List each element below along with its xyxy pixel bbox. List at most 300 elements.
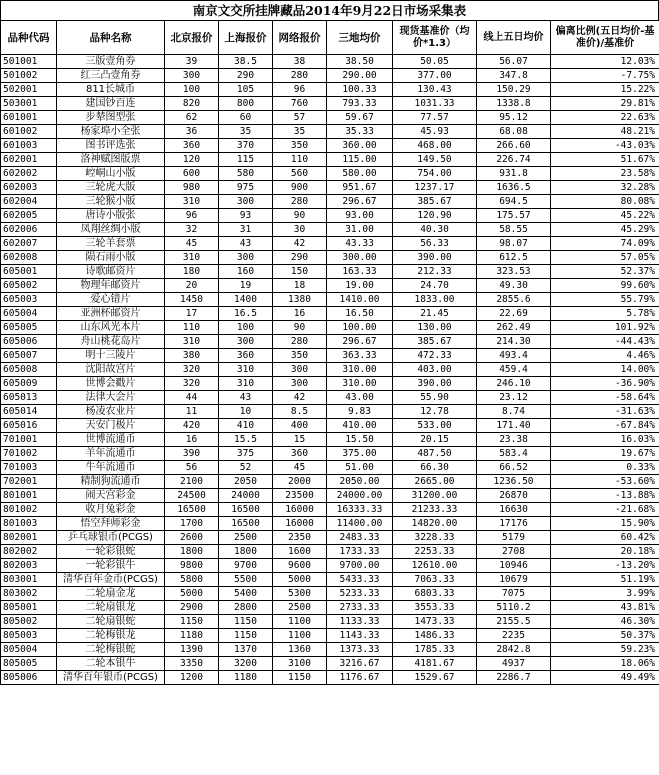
cell-shanghai: 10	[219, 405, 273, 419]
header-five-day-avg: 线上五日均价	[477, 21, 551, 55]
cell-code: 605001	[1, 265, 57, 279]
cell-base-price: 6803.33	[393, 587, 477, 601]
cell-average: 290.00	[327, 69, 393, 83]
cell-name: 乒乓球银币(PCGS)	[57, 531, 165, 545]
cell-shanghai: 360	[219, 349, 273, 363]
cell-shanghai: 1370	[219, 643, 273, 657]
cell-base-price: 55.90	[393, 391, 477, 405]
cell-beijing: 16500	[165, 503, 219, 517]
table-row	[1, 321, 659, 335]
cell-name: 清华百年银币(PCGS)	[57, 671, 165, 685]
cell-beijing: 300	[165, 69, 219, 83]
cell-deviation: 51.19%	[551, 573, 659, 587]
table-row	[1, 265, 659, 279]
cell-beijing: 5800	[165, 573, 219, 587]
cell-five-day-avg: 7075	[477, 587, 551, 601]
cell-five-day-avg: 266.60	[477, 139, 551, 153]
cell-shanghai: 1800	[219, 545, 273, 559]
cell-beijing: 310	[165, 195, 219, 209]
cell-deviation: 23.58%	[551, 167, 659, 181]
cell-average: 5433.33	[327, 573, 393, 587]
cell-five-day-avg: 49.30	[477, 279, 551, 293]
cell-online: 9600	[273, 559, 327, 573]
cell-deviation: 43.81%	[551, 601, 659, 615]
cell-beijing: 1150	[165, 615, 219, 629]
cell-online: 90	[273, 209, 327, 223]
cell-average: 300.00	[327, 251, 393, 265]
cell-base-price: 754.00	[393, 167, 477, 181]
table-row	[1, 657, 659, 671]
cell-deviation: 5.78%	[551, 307, 659, 321]
cell-deviation: 45.22%	[551, 209, 659, 223]
cell-deviation: 60.42%	[551, 531, 659, 545]
cell-five-day-avg: 694.5	[477, 195, 551, 209]
cell-code: 605007	[1, 349, 57, 363]
cell-shanghai: 16500	[219, 517, 273, 531]
cell-name: 二轮梅银龙	[57, 629, 165, 643]
cell-deviation: -43.03%	[551, 139, 659, 153]
cell-shanghai: 160	[219, 265, 273, 279]
cell-average: 363.33	[327, 349, 393, 363]
cell-average: 951.67	[327, 181, 393, 195]
cell-name: 法律大会片	[57, 391, 165, 405]
table-row	[1, 643, 659, 657]
cell-average: 2483.33	[327, 531, 393, 545]
cell-shanghai: 9700	[219, 559, 273, 573]
cell-five-day-avg: 95.12	[477, 111, 551, 125]
cell-base-price: 3228.33	[393, 531, 477, 545]
cell-name: 陨石雨小版	[57, 251, 165, 265]
cell-name: 牛年流通币	[57, 461, 165, 475]
cell-average: 38.50	[327, 55, 393, 69]
cell-average: 16333.33	[327, 503, 393, 517]
cell-beijing: 360	[165, 139, 219, 153]
cell-beijing: 180	[165, 265, 219, 279]
header-online: 网络报价	[273, 21, 327, 55]
cell-five-day-avg: 2155.5	[477, 615, 551, 629]
cell-online: 300	[273, 363, 327, 377]
cell-shanghai: 975	[219, 181, 273, 195]
table-row	[1, 237, 659, 251]
cell-code: 602002	[1, 167, 57, 181]
cell-shanghai: 24000	[219, 489, 273, 503]
cell-deviation: -53.60%	[551, 475, 659, 489]
cell-base-price: 1529.67	[393, 671, 477, 685]
cell-online: 1150	[273, 671, 327, 685]
cell-deviation: 48.21%	[551, 125, 659, 139]
cell-online: 38	[273, 55, 327, 69]
header-shanghai: 上海报价	[219, 21, 273, 55]
cell-name: 物理年邮资片	[57, 279, 165, 293]
cell-name: 沈阳故宫片	[57, 363, 165, 377]
cell-average: 1373.33	[327, 643, 393, 657]
cell-online: 16000	[273, 517, 327, 531]
cell-online: 2000	[273, 475, 327, 489]
cell-base-price: 1031.33	[393, 97, 477, 111]
cell-online: 15	[273, 433, 327, 447]
cell-shanghai: 2500	[219, 531, 273, 545]
cell-average: 2050.00	[327, 475, 393, 489]
cell-shanghai: 38.5	[219, 55, 273, 69]
cell-name: 三轮羊套票	[57, 237, 165, 251]
header-average: 三地均价	[327, 21, 393, 55]
table-row	[1, 419, 659, 433]
cell-five-day-avg: 23.12	[477, 391, 551, 405]
cell-deviation: 46.30%	[551, 615, 659, 629]
cell-beijing: 39	[165, 55, 219, 69]
cell-online: 280	[273, 195, 327, 209]
cell-code: 602005	[1, 209, 57, 223]
cell-deviation: -7.75%	[551, 69, 659, 83]
table-row	[1, 391, 659, 405]
cell-beijing: 56	[165, 461, 219, 475]
cell-name: 崆峒山小版	[57, 167, 165, 181]
cell-shanghai: 43	[219, 391, 273, 405]
cell-online: 300	[273, 377, 327, 391]
cell-code: 805001	[1, 601, 57, 615]
cell-base-price: 7063.33	[393, 573, 477, 587]
cell-deviation: 3.99%	[551, 587, 659, 601]
cell-average: 1176.67	[327, 671, 393, 685]
cell-base-price: 130.43	[393, 83, 477, 97]
cell-name: 凤翔丝绸小版	[57, 223, 165, 237]
cell-five-day-avg: 493.4	[477, 349, 551, 363]
cell-online: 1360	[273, 643, 327, 657]
cell-beijing: 110	[165, 321, 219, 335]
cell-beijing: 2600	[165, 531, 219, 545]
cell-five-day-avg: 2708	[477, 545, 551, 559]
cell-online: 16000	[273, 503, 327, 517]
cell-beijing: 44	[165, 391, 219, 405]
cell-beijing: 310	[165, 251, 219, 265]
cell-beijing: 1180	[165, 629, 219, 643]
cell-deviation: -13.20%	[551, 559, 659, 573]
header-beijing: 北京报价	[165, 21, 219, 55]
table-row	[1, 153, 659, 167]
cell-online: 760	[273, 97, 327, 111]
cell-average: 296.67	[327, 335, 393, 349]
cell-code: 701003	[1, 461, 57, 475]
cell-base-price: 12.78	[393, 405, 477, 419]
cell-shanghai: 31	[219, 223, 273, 237]
cell-online: 42	[273, 391, 327, 405]
table-row	[1, 209, 659, 223]
table-row	[1, 125, 659, 139]
cell-deviation: 29.81%	[551, 97, 659, 111]
cell-shanghai: 300	[219, 251, 273, 265]
cell-base-price: 3553.33	[393, 601, 477, 615]
cell-average: 410.00	[327, 419, 393, 433]
cell-shanghai: 105	[219, 83, 273, 97]
table-row	[1, 601, 659, 615]
table-title: 南京文交所挂牌藏品2014年9月22日市场采集表	[0, 0, 659, 20]
cell-base-price: 149.50	[393, 153, 477, 167]
cell-five-day-avg: 262.49	[477, 321, 551, 335]
market-table	[0, 20, 659, 685]
cell-shanghai: 115	[219, 153, 273, 167]
cell-five-day-avg: 5179	[477, 531, 551, 545]
cell-code: 601003	[1, 139, 57, 153]
table-row	[1, 363, 659, 377]
cell-name: 建国钞百连	[57, 97, 165, 111]
cell-average: 3216.67	[327, 657, 393, 671]
cell-five-day-avg: 8.74	[477, 405, 551, 419]
cell-code: 601001	[1, 111, 57, 125]
cell-base-price: 390.00	[393, 377, 477, 391]
cell-name: 二轮梅银蛇	[57, 643, 165, 657]
cell-name: 明十三陵片	[57, 349, 165, 363]
table-row	[1, 517, 659, 531]
cell-deviation: 20.18%	[551, 545, 659, 559]
cell-five-day-avg: 931.8	[477, 167, 551, 181]
cell-five-day-avg: 1236.50	[477, 475, 551, 489]
table-row	[1, 111, 659, 125]
cell-name: 二轮扇银龙	[57, 601, 165, 615]
cell-five-day-avg: 226.74	[477, 153, 551, 167]
cell-five-day-avg: 23.38	[477, 433, 551, 447]
cell-code: 602008	[1, 251, 57, 265]
cell-base-price: 385.67	[393, 195, 477, 209]
cell-name: 三版壹角券	[57, 55, 165, 69]
table-row	[1, 447, 659, 461]
header-row	[1, 21, 659, 55]
cell-code: 501001	[1, 55, 57, 69]
cell-code: 801001	[1, 489, 57, 503]
cell-online: 1600	[273, 545, 327, 559]
cell-name: 山东风光本片	[57, 321, 165, 335]
cell-code: 605009	[1, 377, 57, 391]
cell-code: 602003	[1, 181, 57, 195]
cell-base-price: 56.33	[393, 237, 477, 251]
cell-base-price: 66.30	[393, 461, 477, 475]
cell-code: 605002	[1, 279, 57, 293]
cell-five-day-avg: 2235	[477, 629, 551, 643]
cell-five-day-avg: 26870	[477, 489, 551, 503]
cell-online: 290	[273, 251, 327, 265]
cell-code: 805006	[1, 671, 57, 685]
cell-beijing: 1200	[165, 671, 219, 685]
cell-five-day-avg: 98.07	[477, 237, 551, 251]
cell-base-price: 390.00	[393, 251, 477, 265]
cell-code: 803002	[1, 587, 57, 601]
cell-name: 811长城币	[57, 83, 165, 97]
cell-average: 2733.33	[327, 601, 393, 615]
cell-online: 5000	[273, 573, 327, 587]
cell-online: 5300	[273, 587, 327, 601]
cell-name: 二轮本银牛	[57, 657, 165, 671]
cell-code: 602006	[1, 223, 57, 237]
cell-code: 605014	[1, 405, 57, 419]
cell-name: 红三凸壹角券	[57, 69, 165, 83]
cell-shanghai: 1150	[219, 615, 273, 629]
cell-shanghai: 1180	[219, 671, 273, 685]
cell-base-price: 472.33	[393, 349, 477, 363]
table-row	[1, 615, 659, 629]
cell-online: 2350	[273, 531, 327, 545]
cell-five-day-avg: 58.55	[477, 223, 551, 237]
cell-shanghai: 16.5	[219, 307, 273, 321]
cell-code: 605016	[1, 419, 57, 433]
cell-name: 爱心错片	[57, 293, 165, 307]
cell-beijing: 2100	[165, 475, 219, 489]
cell-code: 805005	[1, 657, 57, 671]
cell-five-day-avg: 2842.8	[477, 643, 551, 657]
header-deviation: 偏离比例(五日均价-基准价)/基准价	[551, 21, 659, 55]
table-row	[1, 307, 659, 321]
cell-base-price: 20.15	[393, 433, 477, 447]
cell-average: 375.00	[327, 447, 393, 461]
table-row	[1, 461, 659, 475]
cell-beijing: 24500	[165, 489, 219, 503]
cell-base-price: 2253.33	[393, 545, 477, 559]
cell-deviation: 80.08%	[551, 195, 659, 209]
cell-online: 30	[273, 223, 327, 237]
table-row	[1, 489, 659, 503]
cell-shanghai: 100	[219, 321, 273, 335]
cell-base-price: 403.00	[393, 363, 477, 377]
cell-deviation: 15.22%	[551, 83, 659, 97]
cell-average: 35.33	[327, 125, 393, 139]
table-row	[1, 377, 659, 391]
cell-five-day-avg: 246.10	[477, 377, 551, 391]
cell-average: 11400.00	[327, 517, 393, 531]
cell-base-price: 533.00	[393, 419, 477, 433]
cell-online: 560	[273, 167, 327, 181]
cell-deviation: -58.64%	[551, 391, 659, 405]
cell-beijing: 1800	[165, 545, 219, 559]
cell-deviation: 45.29%	[551, 223, 659, 237]
cell-name: 天安门极片	[57, 419, 165, 433]
cell-average: 296.67	[327, 195, 393, 209]
cell-base-price: 77.57	[393, 111, 477, 125]
cell-shanghai: 2050	[219, 475, 273, 489]
cell-shanghai: 52	[219, 461, 273, 475]
table-row	[1, 251, 659, 265]
cell-beijing: 420	[165, 419, 219, 433]
cell-base-price: 2665.00	[393, 475, 477, 489]
cell-deviation: 19.67%	[551, 447, 659, 461]
cell-beijing: 820	[165, 97, 219, 111]
cell-beijing: 100	[165, 83, 219, 97]
cell-code: 605013	[1, 391, 57, 405]
cell-average: 1133.33	[327, 615, 393, 629]
table-row	[1, 335, 659, 349]
cell-average: 580.00	[327, 167, 393, 181]
cell-average: 793.33	[327, 97, 393, 111]
cell-base-price: 1237.17	[393, 181, 477, 195]
cell-online: 350	[273, 139, 327, 153]
table-row	[1, 629, 659, 643]
cell-deviation: 50.37%	[551, 629, 659, 643]
cell-deviation: 101.92%	[551, 321, 659, 335]
cell-code: 605003	[1, 293, 57, 307]
cell-average: 1733.33	[327, 545, 393, 559]
table-row	[1, 545, 659, 559]
cell-base-price: 14820.00	[393, 517, 477, 531]
cell-average: 16.50	[327, 307, 393, 321]
cell-code: 802003	[1, 559, 57, 573]
cell-average: 9700.00	[327, 559, 393, 573]
cell-five-day-avg: 16630	[477, 503, 551, 517]
cell-shanghai: 93	[219, 209, 273, 223]
cell-five-day-avg: 10679	[477, 573, 551, 587]
cell-shanghai: 16500	[219, 503, 273, 517]
cell-base-price: 212.33	[393, 265, 477, 279]
cell-name: 精制狗流通币	[57, 475, 165, 489]
cell-five-day-avg: 4937	[477, 657, 551, 671]
cell-beijing: 310	[165, 335, 219, 349]
cell-online: 8.5	[273, 405, 327, 419]
cell-online: 18	[273, 279, 327, 293]
table-row	[1, 55, 659, 69]
cell-name: 闹天宫彩金	[57, 489, 165, 503]
cell-deviation: 59.23%	[551, 643, 659, 657]
table-row	[1, 671, 659, 685]
cell-code: 801002	[1, 503, 57, 517]
cell-online: 360	[273, 447, 327, 461]
table-row	[1, 573, 659, 587]
cell-average: 1410.00	[327, 293, 393, 307]
table-row	[1, 83, 659, 97]
cell-five-day-avg: 323.53	[477, 265, 551, 279]
table-row	[1, 531, 659, 545]
cell-base-price: 130.00	[393, 321, 477, 335]
cell-average: 310.00	[327, 363, 393, 377]
cell-online: 400	[273, 419, 327, 433]
cell-five-day-avg: 22.69	[477, 307, 551, 321]
cell-shanghai: 800	[219, 97, 273, 111]
cell-beijing: 390	[165, 447, 219, 461]
table-row	[1, 475, 659, 489]
cell-code: 802001	[1, 531, 57, 545]
table-row	[1, 139, 659, 153]
cell-beijing: 36	[165, 125, 219, 139]
cell-base-price: 385.67	[393, 335, 477, 349]
cell-beijing: 600	[165, 167, 219, 181]
cell-deviation: 52.37%	[551, 265, 659, 279]
cell-base-price: 487.50	[393, 447, 477, 461]
cell-average: 310.00	[327, 377, 393, 391]
cell-average: 1143.33	[327, 629, 393, 643]
cell-name: 悟空拜师彩金	[57, 517, 165, 531]
cell-code: 605005	[1, 321, 57, 335]
cell-beijing: 120	[165, 153, 219, 167]
cell-deviation: 74.09%	[551, 237, 659, 251]
cell-average: 51.00	[327, 461, 393, 475]
cell-shanghai: 580	[219, 167, 273, 181]
cell-beijing: 96	[165, 209, 219, 223]
cell-average: 31.00	[327, 223, 393, 237]
cell-name: 羊年流通币	[57, 447, 165, 461]
cell-average: 93.00	[327, 209, 393, 223]
cell-base-price: 120.90	[393, 209, 477, 223]
cell-average: 19.00	[327, 279, 393, 293]
cell-beijing: 16	[165, 433, 219, 447]
cell-online: 35	[273, 125, 327, 139]
cell-code: 601002	[1, 125, 57, 139]
cell-five-day-avg: 612.5	[477, 251, 551, 265]
cell-shanghai: 1150	[219, 629, 273, 643]
cell-beijing: 1700	[165, 517, 219, 531]
cell-base-price: 31200.00	[393, 489, 477, 503]
cell-five-day-avg: 5110.2	[477, 601, 551, 615]
cell-beijing: 380	[165, 349, 219, 363]
cell-code: 605006	[1, 335, 57, 349]
cell-online: 1100	[273, 615, 327, 629]
cell-online: 57	[273, 111, 327, 125]
cell-deviation: 0.33%	[551, 461, 659, 475]
table-row	[1, 69, 659, 83]
